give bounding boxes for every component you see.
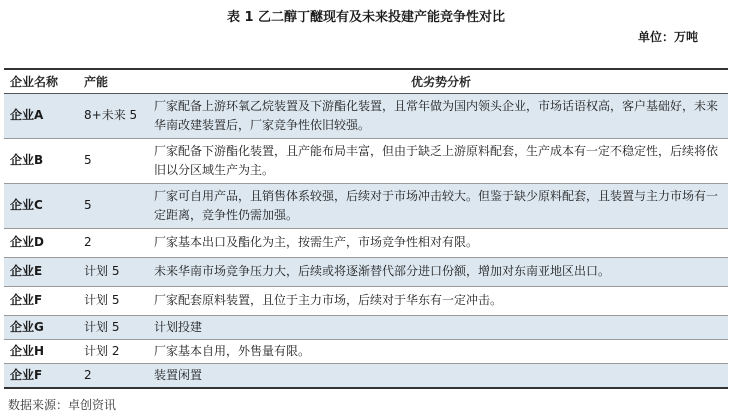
analysis-cell: 厂家基本出口及酯化为主，按需生产，市场竞争性相对有限。 xyxy=(148,228,728,257)
company-name: 企业F xyxy=(4,363,78,388)
table-row xyxy=(4,286,728,315)
company-name: 企业G xyxy=(4,315,78,339)
analysis-cell: 未来华南市场竞争压力大，后续或将逐渐替代部分进口份额，增加对东南亚地区出口。 xyxy=(148,257,728,286)
table-row xyxy=(4,257,728,286)
company-name: 企业E xyxy=(4,257,78,286)
header-analysis: 优劣势分析 xyxy=(148,69,728,93)
company-name: 企业D xyxy=(4,228,78,257)
capacity-cell: 计划 2 xyxy=(78,339,148,363)
table-row xyxy=(4,228,728,257)
data-source-note: 数据来源：卓创资讯 xyxy=(8,398,117,412)
capacity-cell: 5 xyxy=(78,138,148,183)
table-header-row xyxy=(4,69,728,93)
table-row xyxy=(4,339,728,363)
company-name: 企业C xyxy=(4,183,78,228)
analysis-cell: 厂家配套原料装置，且位于主力市场，后续对于华东有一定冲击。 xyxy=(148,286,728,315)
capacity-cell: 计划 5 xyxy=(78,286,148,315)
capacity-cell: 2 xyxy=(78,228,148,257)
table-row xyxy=(4,138,728,183)
analysis-cell: 装置闲置 xyxy=(148,363,728,388)
capacity-cell: 计划 5 xyxy=(78,257,148,286)
table-title: 表 1 乙二醇丁醚现有及未来投建产能竞争性对比 xyxy=(226,10,506,25)
header-company: 企业名称 xyxy=(4,69,78,93)
company-name: 企业A xyxy=(4,93,78,138)
capacity-cell: 计划 5 xyxy=(78,315,148,339)
table-row xyxy=(4,363,728,388)
table-row xyxy=(4,93,728,138)
unit-label: 单位：万吨 xyxy=(637,30,698,44)
header-capacity: 产能 xyxy=(78,69,148,93)
analysis-cell: 厂家基本自用，外售量有限。 xyxy=(148,339,728,363)
capacity-cell: 8+未来 5 xyxy=(78,93,148,138)
capacity-cell: 5 xyxy=(78,183,148,228)
comparison-table xyxy=(4,68,728,389)
company-name: 企业F xyxy=(4,286,78,315)
analysis-cell: 厂家可自用产品，且销售体系较强，后续对于市场冲击较大。但鉴于缺少原料配套，且装置与主力市场有一定距离，竞争性仍需加强。 xyxy=(148,183,728,228)
company-name: 企业B xyxy=(4,138,78,183)
capacity-cell: 2 xyxy=(78,363,148,388)
analysis-cell: 计划投建 xyxy=(148,315,728,339)
analysis-cell: 厂家配备上游环氧乙烷装置及下游酯化装置，且常年做为国内领头企业，市场话语权高，客户基础好，未来华南改建装置后，厂家竞争性依旧较强。 xyxy=(148,93,728,138)
analysis-cell: 厂家配备下游酯化装置，且产能布局丰富，但由于缺乏上游原料配套，生产成本有一定不稳定性，后续将依旧以分区域生产为主。 xyxy=(148,138,728,183)
table-row xyxy=(4,183,728,228)
company-name: 企业H xyxy=(4,339,78,363)
table-row xyxy=(4,315,728,339)
